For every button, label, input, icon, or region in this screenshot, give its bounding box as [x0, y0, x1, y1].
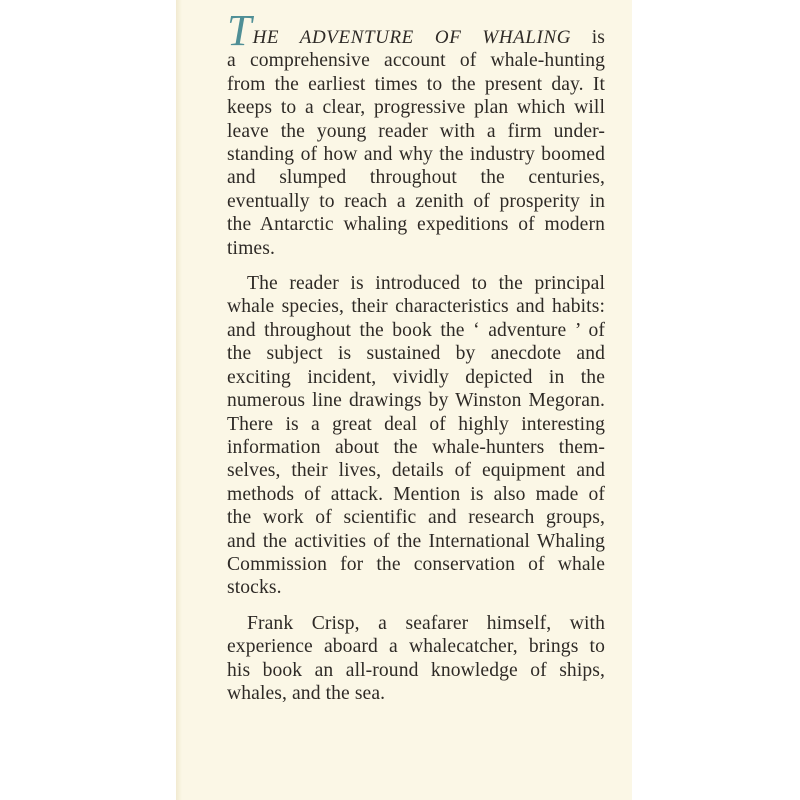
blurb-text [227, 6, 605, 705]
paragraph-3-line: experience aboard a whalecatcher, brings to [227, 636, 605, 658]
paragraph-2-line: and throughout the book the ‘ adventure ’ of [227, 319, 605, 341]
book-flap-page [176, 0, 632, 800]
paragraph-2-line: There is a great deal of highly interesting [227, 413, 605, 435]
paragraph-1-line: the Antarctic whaling expeditions of modern [227, 214, 605, 236]
paragraph-1-line: leave the young reader with a firm under- [227, 120, 605, 142]
title-line-tail: is [591, 27, 605, 48]
paragraph-1-line: standing of how and why the industry boomed [227, 144, 605, 166]
paragraph-2-line: Commission for the conservation of whale [227, 553, 605, 575]
paragraph-2-line: exciting incident, vividly depicted in the [227, 366, 605, 388]
paragraph-3-line: Frank Crisp, a seafarer himself, with [247, 612, 605, 634]
paragraph-2-line: The reader is introduced to the principal [247, 273, 605, 295]
paragraph-2-line: information about the whale-hunters them- [227, 436, 605, 458]
paragraph-1-line: a comprehensive account of whale-hunting [227, 50, 605, 72]
paragraph-2-line: numerous line drawings by Winston Megoran. [227, 390, 605, 412]
paragraph-2-line: and the activities of the International Whaling [227, 530, 605, 552]
drop-cap: T [227, 6, 252, 55]
paragraph-2-line: whale species, their characteristics and habits: [227, 296, 605, 318]
paragraph-3-line: whales, and the sea. [227, 682, 386, 704]
paragraph-3-line: his book an all-round knowledge of ships, [227, 659, 605, 681]
paragraph-1-line: eventually to reach a zenith of prosperity in [227, 190, 605, 212]
paragraph-1-line: and slumped throughout the centuries, [227, 167, 605, 189]
paragraph-2-line: the subject is sustained by anecdote and [227, 343, 605, 365]
paragraph-1-line: times. [227, 237, 275, 259]
paragraph-1-line: keeps to a clear, progressive plan which will [227, 97, 605, 119]
book-title: HE ADVENTURE OF WHALING [252, 27, 572, 48]
paragraph-1-line: from the earliest times to the present day. It [227, 73, 605, 95]
paragraph-2-line: stocks. [227, 577, 282, 599]
paragraph-gap [227, 600, 605, 612]
paragraph-2-line: methods of attack. Mention is also made of [227, 483, 605, 505]
paragraph-2-line: selves, their lives, details of equipment and [227, 460, 605, 482]
title-line [227, 6, 605, 55]
paragraph-gap [227, 260, 605, 272]
paragraph-2-line: the work of scientific and research groups, [227, 507, 605, 529]
